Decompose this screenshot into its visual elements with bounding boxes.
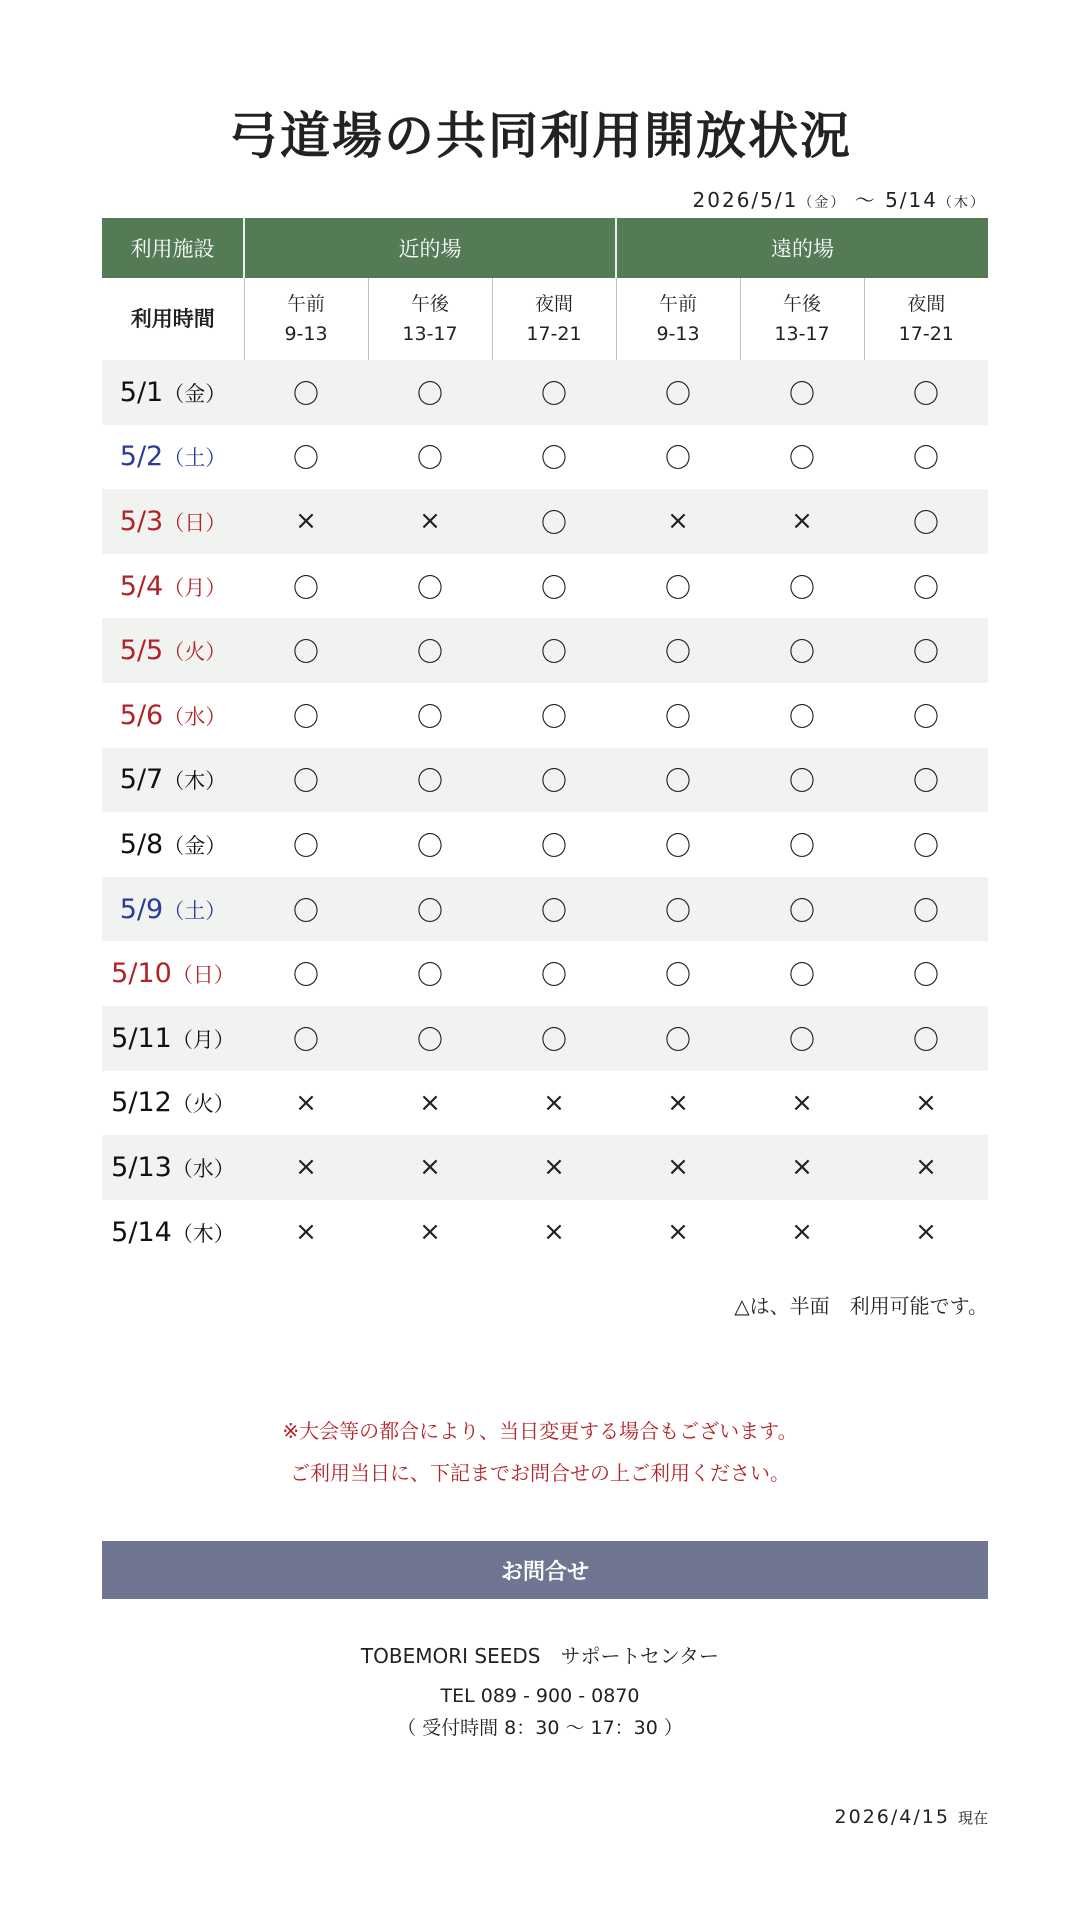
- date-cell: [102, 812, 244, 877]
- availability-mark: 〇: [913, 573, 940, 604]
- availability-mark: ×: [791, 1087, 813, 1118]
- weekday-label: （木）: [163, 769, 227, 794]
- as-of-date-value: 2026/4/15: [834, 1806, 950, 1828]
- availability-mark: ×: [244, 489, 368, 554]
- availability-mark: ×: [419, 1217, 441, 1248]
- availability-mark: ×: [740, 1135, 864, 1200]
- period-separator: 〜: [854, 188, 877, 212]
- weekday-label: （水）: [163, 704, 227, 729]
- date-label: 5/9: [119, 893, 164, 925]
- availability-mark: 〇: [740, 1006, 864, 1071]
- availability-mark: 〇: [789, 573, 816, 604]
- availability-mark: 〇: [913, 831, 940, 862]
- availability-mark: 〇: [541, 444, 568, 475]
- date-cell: [102, 877, 244, 942]
- availability-mark: 〇: [665, 573, 692, 604]
- availability-mark: 〇: [789, 961, 816, 992]
- weekday-label: （日）: [163, 510, 227, 535]
- table-row: [102, 1135, 988, 1200]
- date-label: 5/4: [119, 570, 164, 602]
- availability-mark: 〇: [740, 748, 864, 813]
- availability-mark: 〇: [292, 831, 319, 862]
- date-cell: [102, 1200, 244, 1265]
- weekday-label: （水）: [171, 1156, 235, 1181]
- availability-mark: 〇: [541, 961, 568, 992]
- warning-line-1: ※大会等の都合により、当日変更する場合もございます。: [282, 1419, 798, 1443]
- availability-mark: 〇: [864, 360, 988, 425]
- availability-mark: 〇: [665, 702, 692, 733]
- period-start-dow: （金）: [798, 195, 847, 211]
- weekday-label: （火）: [171, 1092, 235, 1117]
- availability-mark: 〇: [492, 877, 616, 942]
- availability-mark: 〇: [665, 444, 692, 475]
- period-start: 2026/5/1: [692, 188, 799, 212]
- weekday-label: （日）: [171, 963, 235, 988]
- availability-mark: ×: [295, 1217, 317, 1248]
- availability-mark: 〇: [416, 444, 443, 475]
- availability-mark: 〇: [244, 877, 368, 942]
- availability-mark: 〇: [244, 748, 368, 813]
- table-row: [102, 489, 988, 554]
- date-cell: [102, 618, 244, 683]
- table-row: [102, 1071, 988, 1136]
- availability-mark: 〇: [864, 1006, 988, 1071]
- availability-table: [102, 218, 988, 1264]
- slot-header: 午前 9-13: [616, 278, 740, 360]
- change-warning: [0, 1410, 1080, 1494]
- availability-mark: ×: [419, 1087, 441, 1118]
- date-cell: [102, 425, 244, 490]
- date-cell: [102, 748, 244, 813]
- availability-mark: 〇: [416, 702, 443, 733]
- support-center-name: TOBEMORI SEEDS サポートセンター: [360, 1644, 720, 1668]
- availability-mark: 〇: [913, 961, 940, 992]
- availability-mark: 〇: [416, 831, 443, 862]
- availability-mark: 〇: [541, 702, 568, 733]
- table-row: [102, 1006, 988, 1071]
- contact-info: [0, 1680, 1080, 1744]
- availability-mark: 〇: [864, 489, 988, 554]
- facility-kinteki: 近的場: [244, 218, 616, 278]
- date-label: 5/5: [119, 635, 164, 667]
- slot-header: 夜間 17-21: [864, 278, 988, 360]
- availability-mark: 〇: [492, 1006, 616, 1071]
- availability-mark: 〇: [492, 618, 616, 683]
- availability-mark: 〇: [913, 702, 940, 733]
- availability-mark: 〇: [368, 748, 492, 813]
- availability-mark: 〇: [244, 618, 368, 683]
- availability-mark: 〇: [368, 877, 492, 942]
- availability-mark: ×: [244, 1135, 368, 1200]
- availability-mark: 〇: [416, 573, 443, 604]
- table-row: [102, 554, 988, 619]
- weekday-label: （火）: [163, 640, 227, 665]
- date-label: 5/3: [119, 505, 164, 537]
- availability-mark: 〇: [492, 748, 616, 813]
- date-cell: [102, 554, 244, 619]
- date-label: 5/1: [119, 376, 164, 408]
- availability-mark: 〇: [368, 618, 492, 683]
- date-label: 5/14: [111, 1216, 172, 1248]
- availability-mark: ×: [740, 489, 864, 554]
- period-end: 5/14: [885, 188, 938, 212]
- availability-mark: ×: [915, 1217, 937, 1248]
- availability-mark: 〇: [740, 618, 864, 683]
- availability-mark: ×: [616, 1135, 740, 1200]
- period-end-dow: （木）: [938, 195, 986, 211]
- availability-mark: ×: [791, 1217, 813, 1248]
- date-label: 5/6: [119, 699, 164, 731]
- availability-mark: 〇: [244, 360, 368, 425]
- availability-mark: 〇: [368, 360, 492, 425]
- date-label: 5/11: [111, 1022, 172, 1054]
- availability-mark: 〇: [864, 748, 988, 813]
- availability-mark: ×: [864, 1135, 988, 1200]
- availability-mark: 〇: [616, 877, 740, 942]
- slot-header: 夜間 17-21: [492, 278, 616, 360]
- availability-mark: 〇: [292, 444, 319, 475]
- availability-mark: 〇: [789, 702, 816, 733]
- date-cell: [102, 360, 244, 425]
- weekday-label: （木）: [171, 1221, 235, 1246]
- availability-mark: ×: [368, 1135, 492, 1200]
- table-row: [102, 1200, 988, 1265]
- availability-mark: 〇: [789, 831, 816, 862]
- availability-mark: 〇: [541, 573, 568, 604]
- availability-mark: 〇: [740, 877, 864, 942]
- availability-mark: 〇: [740, 360, 864, 425]
- availability-mark: 〇: [616, 748, 740, 813]
- reception-hours: （ 受付時間 8：30 〜 17：30 ）: [397, 1717, 683, 1739]
- date-cell: [102, 941, 244, 1006]
- date-range: [693, 184, 986, 213]
- availability-mark: 〇: [492, 360, 616, 425]
- availability-mark: 〇: [913, 444, 940, 475]
- availability-mark: 〇: [864, 877, 988, 942]
- availability-mark: ×: [295, 1087, 317, 1118]
- table-row: [102, 618, 988, 683]
- availability-mark: 〇: [789, 444, 816, 475]
- availability-mark: 〇: [665, 831, 692, 862]
- availability-mark: ×: [543, 1087, 565, 1118]
- date-label: 5/8: [119, 828, 164, 860]
- date-cell: [102, 1071, 244, 1136]
- table-row: [102, 748, 988, 813]
- availability-mark: 〇: [616, 1006, 740, 1071]
- weekday-label: （土）: [163, 446, 227, 471]
- table-row: [102, 360, 988, 425]
- availability-mark: 〇: [292, 702, 319, 733]
- facility-header-row: [102, 218, 988, 278]
- date-label: 5/12: [111, 1087, 172, 1119]
- availability-mark: ×: [543, 1217, 565, 1248]
- table-row: [102, 941, 988, 1006]
- availability-mark: 〇: [292, 573, 319, 604]
- table-row: [102, 877, 988, 942]
- weekday-label: （月）: [163, 575, 227, 600]
- facility-enteki: 遠的場: [616, 218, 988, 278]
- page-title: 弓道場の共同利用開放状況: [228, 107, 852, 165]
- date-label: 5/7: [119, 764, 164, 796]
- availability-mark: ×: [667, 1087, 689, 1118]
- date-cell: [102, 1135, 244, 1200]
- availability-mark: 〇: [665, 961, 692, 992]
- phone-number[interactable]: TEL 089 - 900 - 0870: [440, 1685, 640, 1707]
- availability-mark: 〇: [416, 961, 443, 992]
- time-header-row: [102, 278, 988, 360]
- date-cell: [102, 1006, 244, 1071]
- slot-header: 午後 13-17: [740, 278, 864, 360]
- contact-heading: お問合せ: [102, 1541, 988, 1599]
- time-label: 利用時間: [130, 307, 215, 331]
- date-cell: [102, 683, 244, 748]
- table-row: [102, 425, 988, 490]
- weekday-label: （月）: [171, 1027, 235, 1052]
- availability-mark: 〇: [244, 1006, 368, 1071]
- facility-label: 利用施設: [102, 218, 244, 278]
- availability-mark: ×: [915, 1087, 937, 1118]
- availability-mark: ×: [667, 1217, 689, 1248]
- date-label: 5/2: [119, 441, 164, 473]
- availability-mark: ×: [492, 1135, 616, 1200]
- availability-mark: ×: [368, 489, 492, 554]
- weekday-label: （土）: [163, 898, 227, 923]
- slot-header: 午前 9-13: [244, 278, 368, 360]
- availability-mark: 〇: [616, 360, 740, 425]
- table-row: [102, 683, 988, 748]
- as-of-suffix: 現在: [957, 1809, 988, 1827]
- date-cell: [102, 489, 244, 554]
- availability-mark: ×: [616, 489, 740, 554]
- availability-mark: 〇: [368, 1006, 492, 1071]
- availability-mark: 〇: [616, 618, 740, 683]
- half-availability-note: △は、半面 利用可能です。: [734, 1294, 988, 1318]
- slot-header: 午後 13-17: [368, 278, 492, 360]
- availability-mark: 〇: [492, 489, 616, 554]
- availability-mark: 〇: [541, 831, 568, 862]
- weekday-label: （金）: [163, 381, 227, 406]
- as-of-date: [835, 1806, 988, 1828]
- availability-mark: 〇: [864, 618, 988, 683]
- warning-line-2: ご利用当日に、下記までお問合せの上ご利用ください。: [290, 1461, 790, 1485]
- date-label: 5/10: [111, 958, 172, 990]
- date-label: 5/13: [111, 1151, 172, 1183]
- weekday-label: （金）: [163, 833, 227, 858]
- table-row: [102, 812, 988, 877]
- availability-mark: 〇: [292, 961, 319, 992]
